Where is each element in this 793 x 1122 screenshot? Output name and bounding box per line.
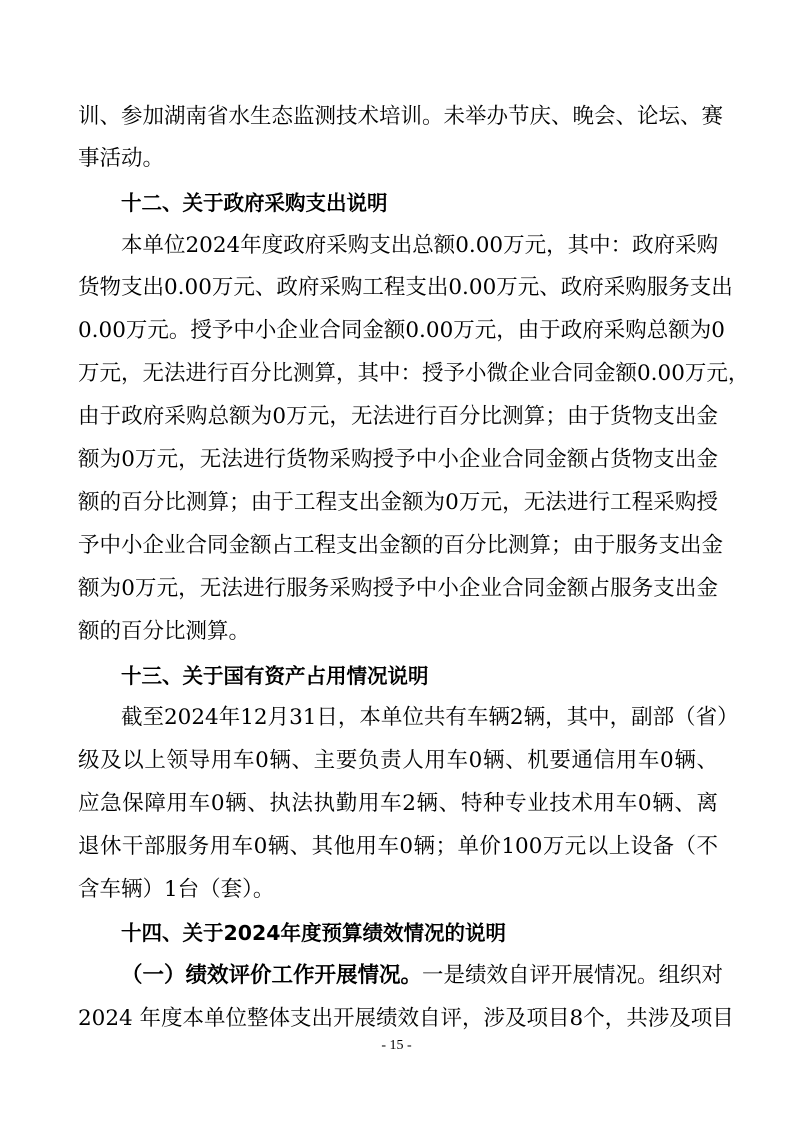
paragraph-line-with-subheading — [121, 961, 724, 991]
paragraph-line: 应急保障用车0辆、执法执勤用车2辆、特种专业技术用车0辆、离 — [78, 791, 718, 816]
sub-heading-evaluation: （一）绩效评价工作开展情况。 — [121, 963, 423, 988]
paragraph-text: 一是绩效自评开展情况。组织对 — [422, 963, 724, 988]
paragraph-line: 额为0万元，无法进行服务采购授予中小企业合同金额占服务支出金 — [78, 576, 718, 601]
paragraph-line: 由于政府采购总额为0万元，无法进行百分比测算；由于货物支出金 — [78, 404, 718, 429]
page-number: - 15 - — [381, 1038, 412, 1053]
paragraph-line: 本单位2024年度政府采购支出总额0.00万元，其中：政府采购 — [121, 233, 719, 258]
paragraph-line: 0.00万元。授予中小企业合同金额0.00万元，由于政府采购总额为0 — [78, 318, 725, 343]
paragraph-line: 2024 年度本单位整体支出开展绩效自评，涉及项目8个，共涉及项目 — [78, 1006, 734, 1031]
paragraph-line: 万元，无法进行百分比测算，其中：授予小微企业合同金额0.00万元， — [78, 361, 750, 386]
paragraph-line: 货物支出0.00万元、政府采购工程支出0.00万元、政府采购服务支出 — [78, 275, 733, 300]
paragraph-line: 截至2024年12月31日，本单位共有车辆2辆，其中，副部（省） — [121, 705, 739, 730]
paragraph-line: 额的百分比测算；由于工程支出金额为0万元，无法进行工程采购授 — [78, 490, 718, 515]
paragraph-line: 额为0万元，无法进行货物采购授予中小企业合同金额占货物支出金 — [78, 447, 718, 472]
paragraph-line: 含车辆）1台（套）。 — [78, 877, 275, 902]
paragraph-line: 训、参加湖南省水生态监测技术培训。未举办节庆、晚会、论坛、赛 — [78, 104, 724, 129]
section-heading-performance: 十四、关于2024年度预算绩效情况的说明 — [121, 921, 507, 945]
section-heading-assets: 十三、关于国有资产占用情况说明 — [121, 664, 429, 688]
paragraph-line: 予中小企业合同金额占工程支出金额的百分比测算；由于服务支出金 — [78, 533, 724, 558]
paragraph-line: 事活动。 — [78, 146, 165, 171]
paragraph-line: 退休干部服务用车0辆、其他用车0辆；单价100万元以上设备（不 — [78, 834, 718, 859]
paragraph-line: 级及以上领导用车0辆、主要负责人用车0辆、机要通信用车0辆、 — [78, 748, 718, 773]
section-heading-procurement: 十二、关于政府采购支出说明 — [121, 191, 388, 215]
paragraph-line: 额的百分比测算。 — [78, 619, 251, 644]
